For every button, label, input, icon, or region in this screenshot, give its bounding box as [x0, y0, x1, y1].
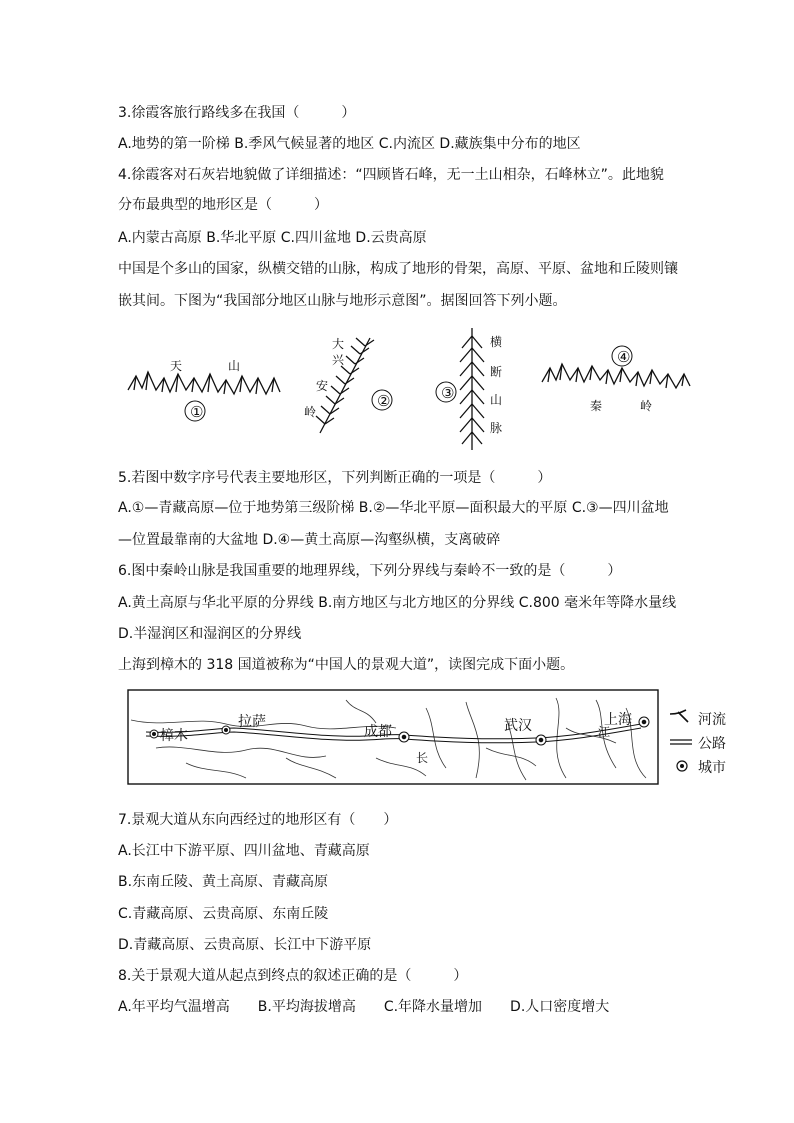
legend-river-icon	[670, 710, 688, 722]
panel3-label-4: 脉	[490, 421, 503, 435]
city-zhangmu: 樟木	[160, 728, 188, 744]
intro2: 上海到樟木的 318 国道被称为“中国人的景观大道”，读图完成下面小题。	[118, 657, 575, 673]
q5-options-line1: A.①—青藏高原—位于地势第三级阶梯 B.②—华北平原—面积最大的平原 C.③—四川盆地	[118, 500, 669, 516]
intro1-line2: 嵌其间。下图为“我国部分地区山脉与地形示意图”。据图回答下列小题。	[118, 293, 567, 309]
q3-stem: 3.徐霞客旅行路线多在我国（ ）	[118, 105, 356, 121]
panel2-label-4: 岭	[304, 405, 317, 419]
river-label-chang: 长	[416, 751, 429, 765]
city-chengdu: 成都	[364, 724, 392, 740]
q4-stem-line1: 4.徐霞客对石灰岩地貌做了详细描述：“四顾皆石峰，无一土山相杂，石峰林立”。此地貌	[118, 167, 664, 183]
panel1-number: ①	[190, 403, 204, 421]
q5-options-line2: —位置最靠南的大盆地 D.④—黄土高原—沟壑纵横，支离破碎	[118, 532, 501, 548]
q6-options-line1: A.黄土高原与华北平原的分界线 B.南方地区与北方地区的分界线 C.800 毫米年等降水量线	[118, 595, 677, 611]
q8-options: A.年平均气温增高 B.平均海拔增高 C.年降水量增加 D.人口密度增大	[118, 999, 610, 1015]
q8-stem: 8.关于景观大道从起点到终点的叙述正确的是（ ）	[118, 968, 468, 984]
q5-stem: 5.若图中数字序号代表主要地形区，下列判断正确的一项是（ ）	[118, 470, 552, 486]
river-label-jiang: 江	[598, 725, 611, 739]
panel4-label-1: 秦	[590, 399, 603, 413]
panel3-label-2: 断	[490, 365, 503, 379]
q7-option-d: D.青藏高原、云贵高原、长江中下游平原	[118, 937, 372, 953]
q4-stem-line2: 分布最典型的地形区是（ ）	[118, 197, 328, 213]
panel1-label-2: 山	[228, 359, 241, 373]
panel4-label-2: 岭	[640, 399, 653, 413]
panel3-label-3: 山	[490, 393, 503, 407]
panel3-label-1: 横	[490, 335, 503, 349]
city-shanghai: 上海	[604, 712, 632, 728]
q4-options: A.内蒙古高原 B.华北平原 C.四川盆地 D.云贵高原	[118, 230, 427, 246]
intro1-line1: 中国是个多山的国家，纵横交错的山脉，构成了地形的骨架，高原、平原、盆地和丘陵则镶	[118, 261, 678, 277]
q7-option-c: C.青藏高原、云贵高原、东南丘陵	[118, 906, 329, 922]
map-legend	[670, 710, 726, 776]
legend-road: 公路	[698, 736, 726, 752]
legend-road-icon	[670, 740, 692, 744]
q7-option-b: B.东南丘陵、黄土高原、青藏高原	[118, 874, 329, 890]
legend-city-icon	[677, 761, 687, 771]
q7-stem: 7.景观大道从东向西经过的地形区有（ ）	[118, 812, 398, 828]
q6-options-line2: D.半湿润区和湿润区的分界线	[118, 626, 302, 642]
q6-stem: 6.图中秦岭山脉是我国重要的地理界线，下列分界线与秦岭不一致的是（ ）	[118, 563, 622, 579]
panel2-number: ②	[377, 392, 391, 410]
q7-option-a: A.长江中下游平原、四川盆地、青藏高原	[118, 843, 370, 859]
panel1-label-1: 天	[170, 359, 183, 373]
city-lhasa: 拉萨	[238, 714, 266, 730]
panel4-number: ④	[617, 348, 631, 366]
legend-river: 河流	[698, 712, 726, 728]
q3-options: A.地势的第一阶梯 B.季风气候显著的地区 C.内流区 D.藏族集中分布的地区	[118, 136, 581, 152]
city-wuhan: 武汉	[504, 718, 532, 734]
panel2-label-2: 兴	[332, 353, 345, 367]
panel3-number: ③	[441, 384, 455, 402]
route-map-figure	[126, 688, 736, 788]
panel2-label-1: 大	[332, 337, 345, 351]
mountain-landform-figure	[120, 318, 700, 458]
panel2-label-3: 安	[316, 379, 329, 393]
legend-city: 城市	[698, 760, 726, 776]
